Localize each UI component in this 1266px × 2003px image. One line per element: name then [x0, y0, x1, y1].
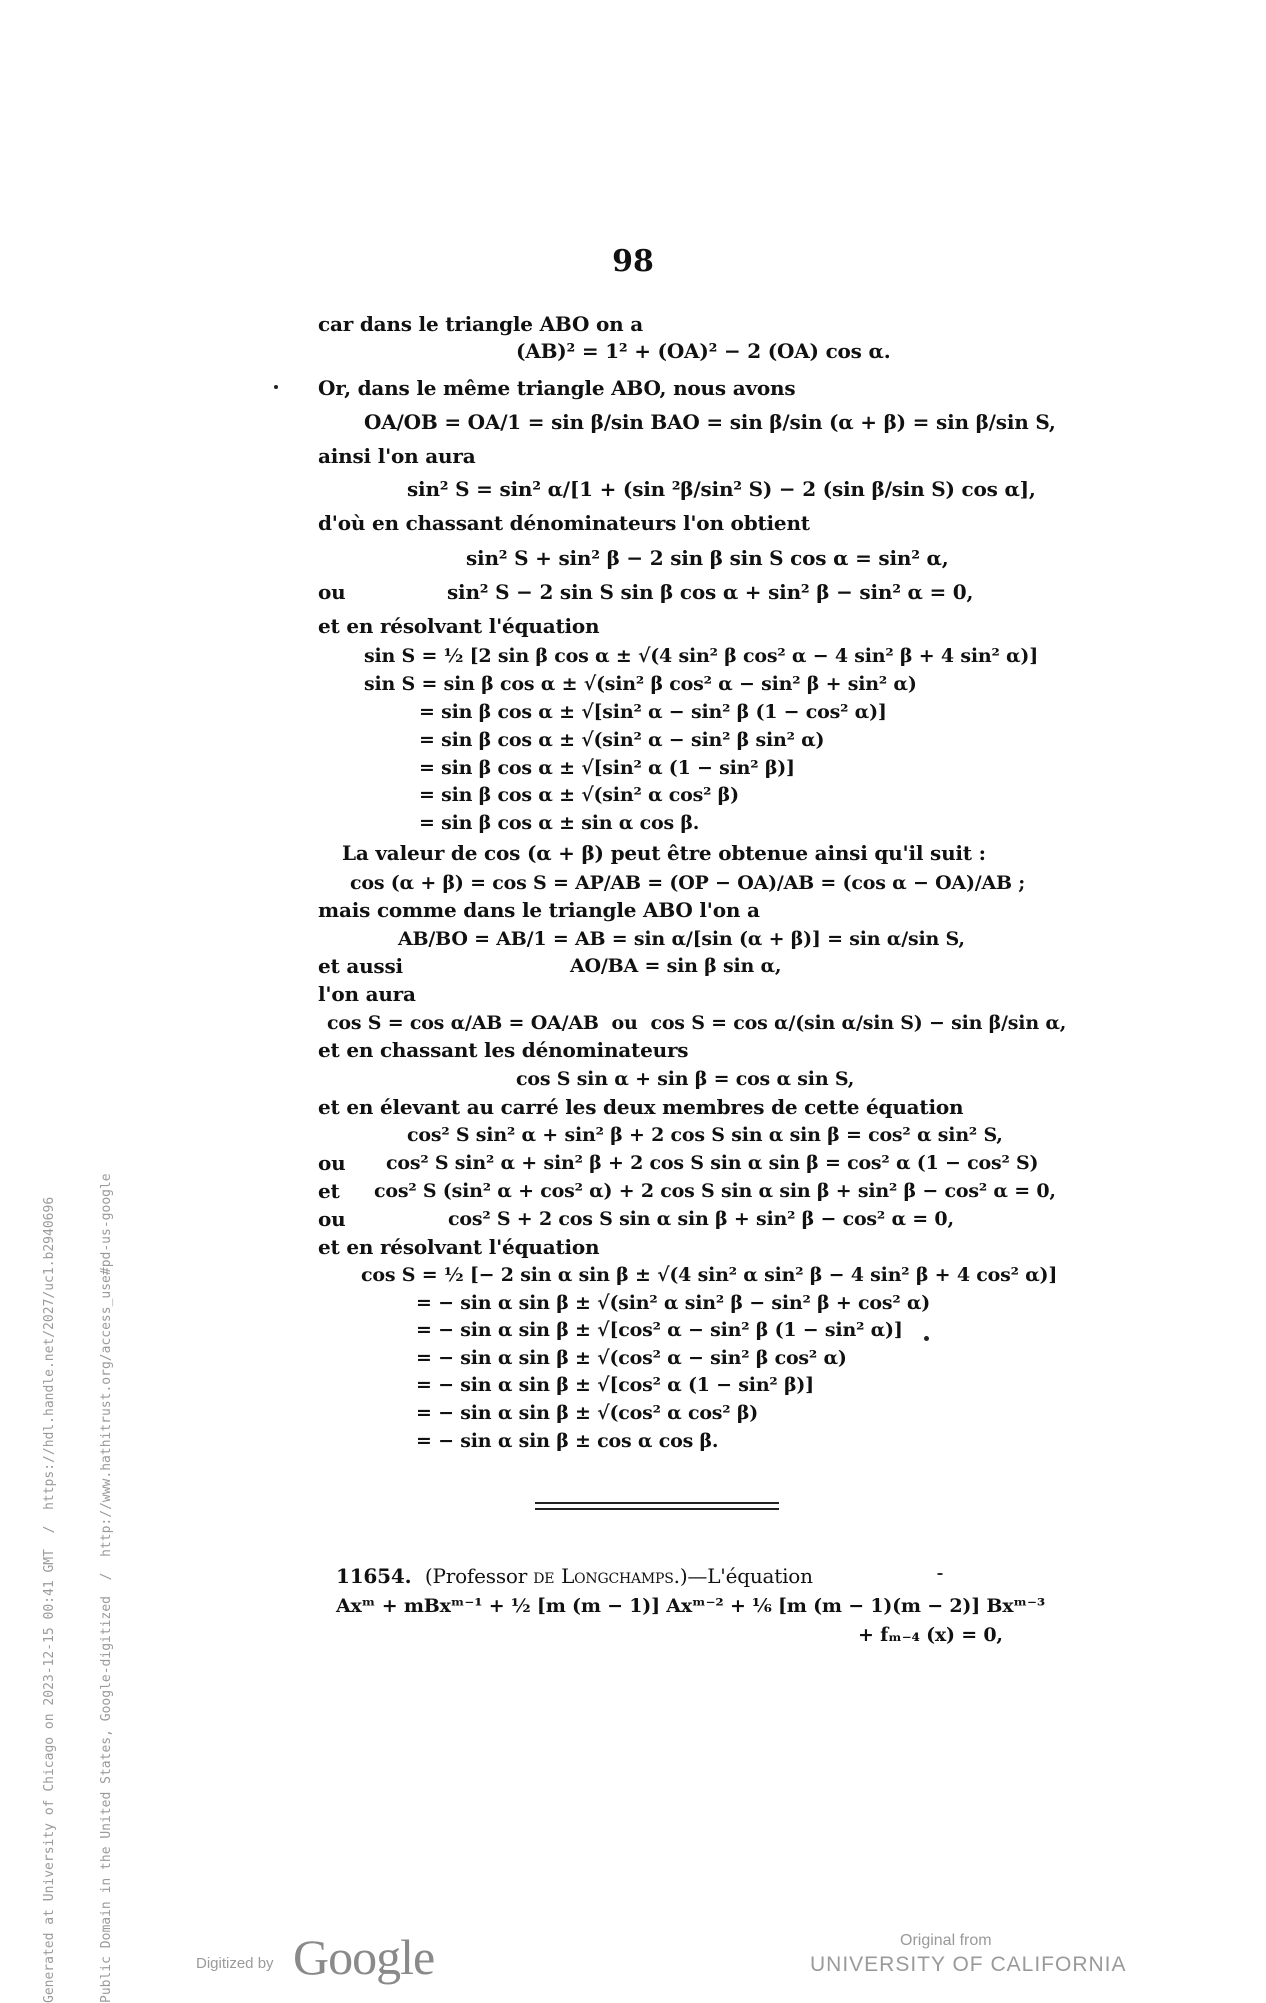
equation-line: = − sin α sin β ± √(cos² α − sin² β cos² α): [416, 1347, 847, 1369]
problem-heading: [336, 1563, 813, 1589]
equation-line: = sin β cos α ± √[sin² α − sin² β (1 − cos² α)]: [419, 701, 887, 723]
equation-line: = − sin α sin β ± √[cos² α − sin² β (1 − sin² α)]: [416, 1319, 903, 1341]
equation-line: cos² S (sin² α + cos² α) + 2 cos S sin α sin β + sin² β − cos² α = 0,: [374, 1180, 1056, 1202]
problem-author-de: de: [533, 1564, 555, 1588]
equation-line: cos (α + β) = cos S = AP/AB = (OP − OA)/AB = (cos α − OA)/AB ;: [350, 872, 1026, 894]
text-line: l'on aura: [318, 982, 416, 1006]
equation-line: sin S = ½ [2 sin β cos α ± √(4 sin² β cos² α − 4 sin² β + 4 sin² α)]: [364, 645, 1038, 667]
equation-line: cos S = ½ [− 2 sin α sin β ± √(4 sin² α sin² β − 4 sin² β + 4 cos² α)]: [361, 1264, 1058, 1286]
equation-line: cos² S + 2 cos S sin α sin β + sin² β − cos² α = 0,: [448, 1208, 954, 1230]
equation-line: sin² S = sin² α/[1 + (sin ²β/sin² S) − 2 (sin β/sin S) cos α],: [407, 477, 1036, 501]
digitized-by-label: Digitized by: [196, 1955, 274, 1972]
text-line: car dans le triangle ABO on a: [318, 312, 643, 336]
equation-line: = sin β cos α ± √[sin² α (1 − sin² β)]: [419, 757, 795, 779]
page-number: 98: [612, 244, 654, 279]
text-line: et en élevant au carré les deux membres de cette équation: [318, 1095, 964, 1119]
equation-line: = − sin α sin β ± √[cos² α (1 − sin² β)]: [416, 1374, 814, 1396]
equation-line: sin² S + sin² β − 2 sin β sin S cos α = sin² α,: [466, 546, 949, 570]
text-line: et en chassant les dénominateurs: [318, 1038, 689, 1062]
access-sidebar: [2, 1173, 135, 2003]
equation-line: sin S = sin β cos α ± √(sin² β cos² α − sin² β + sin² α): [364, 673, 917, 695]
problem-equation-line: Axᵐ + mBxᵐ⁻¹ + ½ [m (m − 1)] Axᵐ⁻² + ⅙ [m (m − 1)(m − 2)] Bxᵐ⁻³: [336, 1595, 1045, 1617]
equation-line: cos S sin α + sin β = cos α sin S,: [516, 1068, 855, 1090]
equation-line: = sin β cos α ± √(sin² α cos² β): [419, 784, 739, 806]
equation-line: cos² S sin² α + sin² β + 2 cos S sin α sin β = cos² α sin² S,: [407, 1124, 1003, 1146]
text-line: Or, dans le même triangle ABO, nous avons: [318, 376, 796, 400]
equation-line: AB/BO = AB/1 = AB = sin α/[sin (α + β)] = sin α/sin S,: [398, 928, 965, 950]
text-line: ou: [318, 1207, 346, 1231]
sidebar-line: Generated at University of Chicago on 2023-12-15 00:41 GMT / https://hdl.handle.net/2027/uc1.b2940696: [42, 1196, 57, 2003]
sidebar-line: Public Domain in the United States, Google-digitized / http://www.hathitrust.org/access_use#pd-us-google: [99, 1173, 114, 2003]
text-line: et en résolvant l'équation: [318, 1235, 600, 1259]
text-line: et en résolvant l'équation: [318, 614, 600, 638]
problem-author-close: .)—L'équation: [673, 1564, 813, 1588]
equation-line: = − sin α sin β ± cos α cos β.: [416, 1430, 719, 1452]
problem-number: 11654.: [336, 1564, 412, 1588]
scan-speck: [274, 385, 278, 389]
equation-line: (AB)² = 1² + (OA)² − 2 (OA) cos α.: [516, 339, 891, 363]
separator-rule: [535, 1502, 779, 1504]
text-line: et: [318, 1179, 340, 1203]
separator-rule: [535, 1508, 779, 1510]
problem-author-name: Longchamps: [561, 1564, 674, 1588]
equation-line: cos² S sin² α + sin² β + 2 cos S sin α sin β = cos² α (1 − cos² S): [386, 1152, 1039, 1174]
text-line: ou: [318, 1151, 346, 1175]
equation-line: = sin β cos α ± sin α cos β.: [419, 812, 700, 834]
scan-speck: [937, 1573, 943, 1575]
text-line: et aussi: [318, 954, 403, 978]
problem-equation-line: + fₘ₋₄ (x) = 0,: [858, 1624, 1003, 1646]
original-from-label: Original from: [900, 1932, 992, 1949]
text-line: mais comme dans le triangle ABO l'on a: [318, 898, 760, 922]
problem-author-open: (Professor: [424, 1564, 534, 1588]
scan-speck: [924, 1336, 929, 1341]
equation-line: AO/BA = sin β sin α,: [570, 955, 782, 977]
equation-line: sin² S − 2 sin S sin β cos α + sin² β − sin² α = 0,: [447, 580, 974, 604]
equation-line: = − sin α sin β ± √(sin² α sin² β − sin² β + cos² α): [416, 1292, 931, 1314]
text-line: La valeur de cos (α + β) peut être obtenue ainsi qu'il suit :: [342, 841, 986, 865]
equation-line: cos S = cos α/AB = OA/AB ou cos S = cos α/(sin α/sin S) − sin β/sin α,: [327, 1012, 1067, 1034]
text-line: ou: [318, 580, 346, 604]
equation-line: = − sin α sin β ± √(cos² α cos² β): [416, 1402, 759, 1424]
google-logo: Google: [293, 1929, 435, 1985]
university-label: UNIVERSITY OF CALIFORNIA: [810, 1953, 1127, 1976]
equation-line: OA/OB = OA/1 = sin β/sin BAO = sin β/sin (α + β) = sin β/sin S,: [364, 410, 1056, 434]
equation-line: = sin β cos α ± √(sin² α − sin² β sin² α): [419, 729, 825, 751]
text-line: d'où en chassant dénominateurs l'on obtient: [318, 511, 810, 535]
text-line: ainsi l'on aura: [318, 444, 476, 468]
